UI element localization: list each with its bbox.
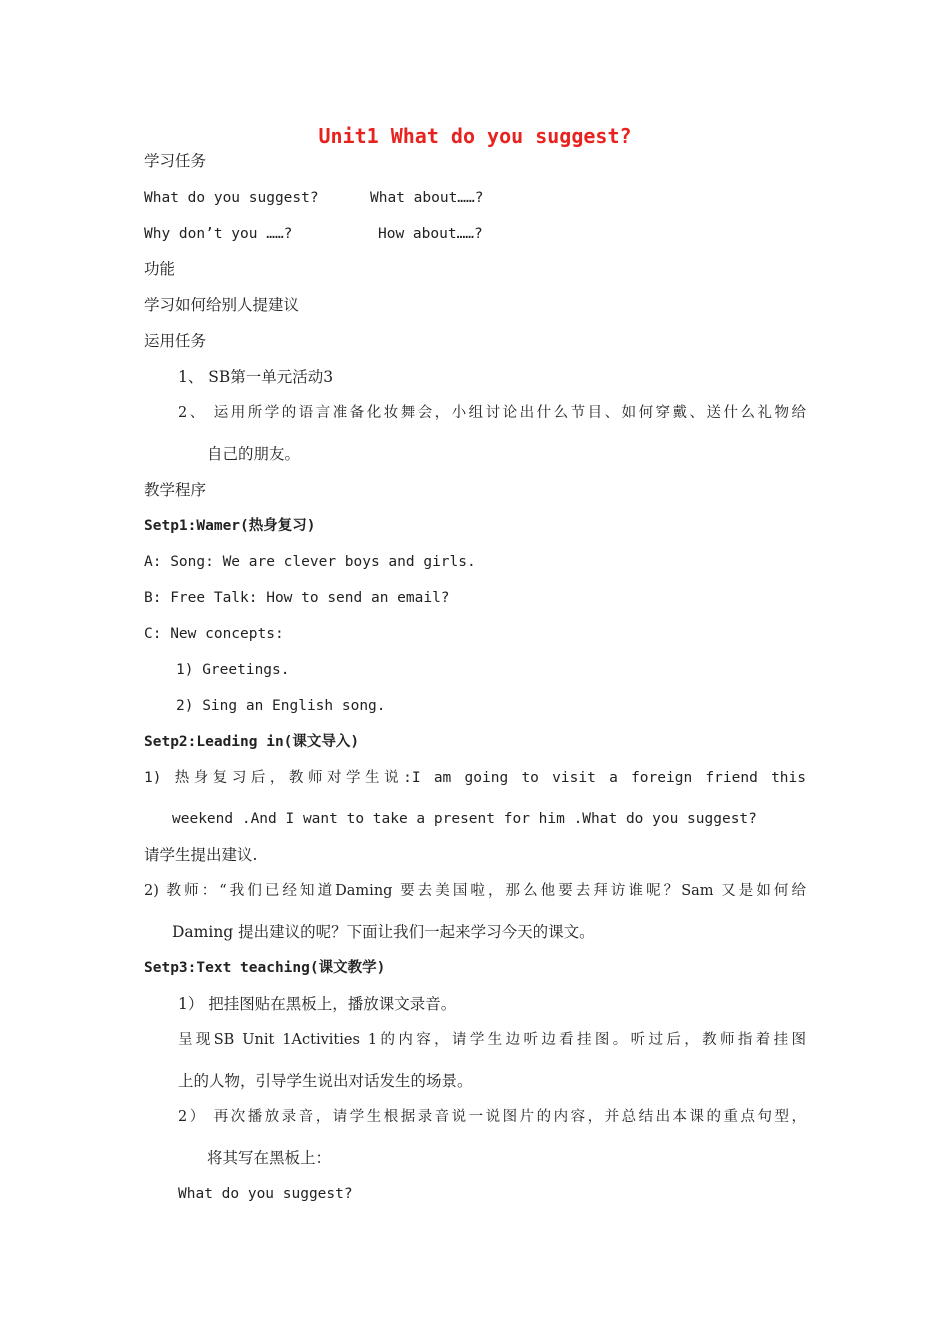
section-heading-function: 功能 [144, 260, 176, 278]
document-title: Unit1 What do you suggest? [318, 124, 632, 148]
step3-item1: 1） 把挂图贴在黑板上，播放课文录音。 [178, 995, 457, 1013]
step2-item2: 2) 教师：“我们已经知道Daming 要去美国啦，那么他要去拜访谁呢？Sam 又是如何给 [144, 883, 806, 899]
section-heading-apply: 运用任务 [144, 332, 207, 350]
section-heading-procedure: 教学程序 [144, 481, 207, 499]
step2-heading: Setp2:Leading in(课文导入) [144, 734, 360, 750]
step3-heading: Setp3:Text teaching(课文教学) [144, 960, 386, 976]
step3-item2: 2） 再次播放录音，请学生根据录音说一说图片的内容，并总结出本课的重点句型， [178, 1109, 806, 1125]
step3-sentence: What do you suggest? [178, 1186, 353, 1202]
apply-item-2-cont: 自己的朋友。 [207, 445, 301, 463]
function-text: 学习如何给别人提建议 [144, 296, 300, 314]
section-heading-tasks: 学习任务 [144, 152, 207, 170]
phrase-what-about: What about……? [370, 190, 484, 206]
step1-b: B: Free Talk: How to send an email? [144, 590, 450, 606]
step1-c: C: New concepts: [144, 626, 284, 642]
step2-note: 请学生提出建议. [144, 846, 258, 864]
step3-item2-cont: 将其写在黑板上： [207, 1149, 332, 1167]
step2-item1: 1) 热身复习后，教师对学生说:I am going to visit a foreign friend this [144, 770, 806, 786]
step1-c2: 2) Sing an English song. [176, 698, 386, 714]
step3-item1-detail: 呈现SB Unit 1Activities 1的内容，请学生边听边看挂图。听过后，教师指着挂图 [178, 1032, 806, 1048]
step2-item2-cont: Daming 提出建议的呢？下面让我们一起来学习今天的课文。 [172, 923, 595, 941]
step1-a: A: Song: We are clever boys and girls. [144, 554, 476, 570]
phrase-how-about: How about……? [378, 226, 483, 242]
step1-heading: Setp1:Wamer(热身复习) [144, 518, 316, 534]
apply-item-2: 2、 运用所学的语言准备化妆舞会，小组讨论出什么节目、如何穿戴、送什么礼物给 [178, 405, 806, 421]
step2-item1-cont: weekend .And I want to take a present for him .What do you suggest? [172, 811, 757, 827]
step3-item1-detail-cont: 上的人物，引导学生说出对话发生的场景。 [178, 1072, 473, 1090]
apply-item-1: 1、 SB第一单元活动3 [178, 368, 334, 386]
step1-c1: 1) Greetings. [176, 662, 290, 678]
phrase-what-do-you-suggest: What do you suggest? [144, 190, 319, 206]
phrase-why-dont-you: Why don’t you ……? [144, 226, 293, 242]
